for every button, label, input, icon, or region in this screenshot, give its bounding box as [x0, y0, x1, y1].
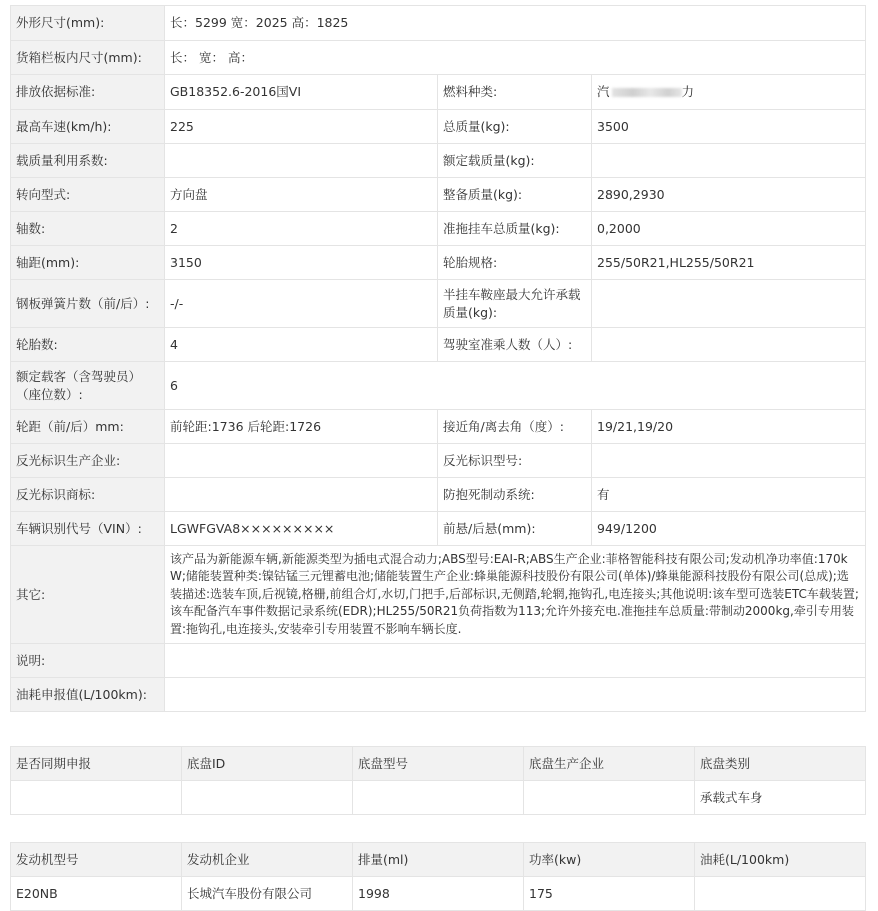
note-label: 说明:	[11, 644, 165, 678]
abs-label: 防抱死制动系统:	[438, 478, 592, 512]
reflect-model-value	[592, 444, 866, 478]
engine-header-power: 功率(kw)	[524, 843, 695, 877]
engine-cell-model: E20NB	[11, 877, 182, 911]
table-row	[11, 144, 866, 178]
wheelbase-value: 3150	[165, 246, 438, 280]
wheelbase-label: 轴距(mm):	[11, 246, 165, 280]
engine-cell-power: 175	[524, 877, 695, 911]
engine-cell-maker: 长城汽车股份有限公司	[182, 877, 353, 911]
engine-table	[10, 842, 866, 911]
table-row	[11, 246, 866, 280]
table-row	[11, 877, 866, 911]
note-value	[165, 644, 866, 678]
steering-value: 方向盘	[165, 178, 438, 212]
passengers-value: 6	[165, 362, 866, 410]
vin-label: 车辆识别代号（VIN）:	[11, 512, 165, 546]
chassis-header-id: 底盘ID	[182, 747, 353, 781]
passengers-label: 额定载客（含驾驶员）（座位数）:	[11, 362, 165, 410]
table-row	[11, 678, 866, 712]
outer-dim-label: 外形尺寸(mm):	[11, 6, 165, 41]
table-row	[11, 110, 866, 144]
emission-value: GB18352.6-2016国VI	[165, 75, 438, 110]
chassis-table	[10, 746, 866, 815]
chassis-cell-sync	[11, 781, 182, 815]
trailer-mass-value: 0,2000	[592, 212, 866, 246]
overhang-value: 949/1200	[592, 512, 866, 546]
vin-value: LGWFGVA8×××××××××	[165, 512, 438, 546]
fuel-value-suffix: 力	[681, 84, 695, 99]
other-label: 其它:	[11, 546, 165, 644]
abs-value: 有	[592, 478, 866, 512]
table-row	[11, 478, 866, 512]
chassis-cell-id	[182, 781, 353, 815]
curb-mass-label: 整备质量(kg):	[438, 178, 592, 212]
tire-spec-value: 255/50R21,HL255/50R21	[592, 246, 866, 280]
table-row	[11, 444, 866, 478]
cab-seats-label: 驾驶室准乘人数（人）:	[438, 328, 592, 362]
table-row	[11, 644, 866, 678]
table-row	[11, 75, 866, 110]
chassis-header-type: 底盘类别	[695, 747, 866, 781]
reflect-maker-value	[165, 444, 438, 478]
table-header-row	[11, 747, 866, 781]
table-row	[11, 212, 866, 246]
table-row	[11, 280, 866, 328]
chassis-header-model: 底盘型号	[353, 747, 524, 781]
angles-label: 接近角/离去角（度）:	[438, 410, 592, 444]
fuel-label: 燃料种类:	[438, 75, 592, 110]
table-row	[11, 178, 866, 212]
curb-mass-value: 2890,2930	[592, 178, 866, 212]
track-value: 前轮距:1736 后轮距:1726	[165, 410, 438, 444]
leaf-spring-label: 钢板弹簧片数（前/后）:	[11, 280, 165, 328]
reflect-maker-label: 反光标识生产企业:	[11, 444, 165, 478]
chassis-header-sync: 是否同期申报	[11, 747, 182, 781]
axles-label: 轴数:	[11, 212, 165, 246]
table-row	[11, 6, 866, 41]
engine-cell-displacement: 1998	[353, 877, 524, 911]
table-row	[11, 328, 866, 362]
max-speed-value: 225	[165, 110, 438, 144]
axles-value: 2	[165, 212, 438, 246]
total-mass-value: 3500	[592, 110, 866, 144]
table-row	[11, 512, 866, 546]
tire-spec-label: 轮胎规格:	[438, 246, 592, 280]
engine-header-maker: 发动机企业	[182, 843, 353, 877]
outer-dim-value: 长：5299 宽：2025 高：1825	[165, 6, 866, 41]
max-speed-label: 最高车速(km/h):	[11, 110, 165, 144]
table-row	[11, 781, 866, 815]
reflect-brand-label: 反光标识商标:	[11, 478, 165, 512]
emission-label: 排放依据标准:	[11, 75, 165, 110]
rated-load-label: 额定载质量(kg):	[438, 144, 592, 178]
engine-header-fuel: 油耗(L/100km)	[695, 843, 866, 877]
cargo-dim-value: 长： 宽： 高：	[165, 41, 866, 75]
steering-label: 转向型式:	[11, 178, 165, 212]
engine-header-displacement: 排量(ml)	[353, 843, 524, 877]
chassis-cell-maker	[524, 781, 695, 815]
saddle-load-value	[592, 280, 866, 328]
fuel-value	[592, 75, 866, 110]
chassis-cell-model	[353, 781, 524, 815]
trailer-mass-label: 准拖挂车总质量(kg):	[438, 212, 592, 246]
table-row	[11, 546, 866, 644]
fuel-consumption-value	[165, 678, 866, 712]
fuel-value-prefix: 汽	[597, 84, 610, 99]
cargo-dim-label: 货箱栏板内尺寸(mm):	[11, 41, 165, 75]
table-row	[11, 41, 866, 75]
other-value: 该产品为新能源车辆,新能源类型为插电式混合动力;ABS型号:EAI-R;ABS生产企业:菲格智能科技有限公司;发动机净功率值:170kW;储能装置种类:镍钴锰三元锂蓄电池;储能装置生产企业:蜂巢能源科技股份有限公司(单体)/蜂巢能源科技股份有限公司(总成);选装描述:选装车顶,后视镜,格栅,前组合灯,水切,门把手,后部标识,无侧踏,轮辋,拖钩孔,电连接头;其他说明:该车型可选装ETC车载装置;该车配备汽车事件数据记录系统(EDR);HL255/50R21负荷指数为113;允许外接充电.准拖挂车总质量:带制动2000kg,牵引专用装置:拖钩孔,电连接头,安装牵引专用装置不影响车辆长度.	[165, 546, 866, 644]
track-label: 轮距（前/后）mm:	[11, 410, 165, 444]
saddle-load-label: 半挂车鞍座最大允许承载质量(kg):	[438, 280, 592, 328]
tires-label: 轮胎数:	[11, 328, 165, 362]
engine-header-model: 发动机型号	[11, 843, 182, 877]
chassis-header-maker: 底盘生产企业	[524, 747, 695, 781]
leaf-spring-value: -/-	[165, 280, 438, 328]
total-mass-label: 总质量(kg):	[438, 110, 592, 144]
overhang-label: 前悬/后悬(mm):	[438, 512, 592, 546]
table-row	[11, 410, 866, 444]
fuel-consumption-label: 油耗申报值(L/100km):	[11, 678, 165, 712]
chassis-cell-type: 承载式车身	[695, 781, 866, 815]
cab-seats-value	[592, 328, 866, 362]
tires-value: 4	[165, 328, 438, 362]
reflect-brand-value	[165, 478, 438, 512]
angles-value: 19/21,19/20	[592, 410, 866, 444]
engine-cell-fuel	[695, 877, 866, 911]
redacted-blur	[612, 88, 682, 97]
load-coef-label: 载质量利用系数:	[11, 144, 165, 178]
reflect-model-label: 反光标识型号:	[438, 444, 592, 478]
load-coef-value	[165, 144, 438, 178]
rated-load-value	[592, 144, 866, 178]
spec-table	[10, 5, 866, 712]
table-row	[11, 362, 866, 410]
table-header-row	[11, 843, 866, 877]
